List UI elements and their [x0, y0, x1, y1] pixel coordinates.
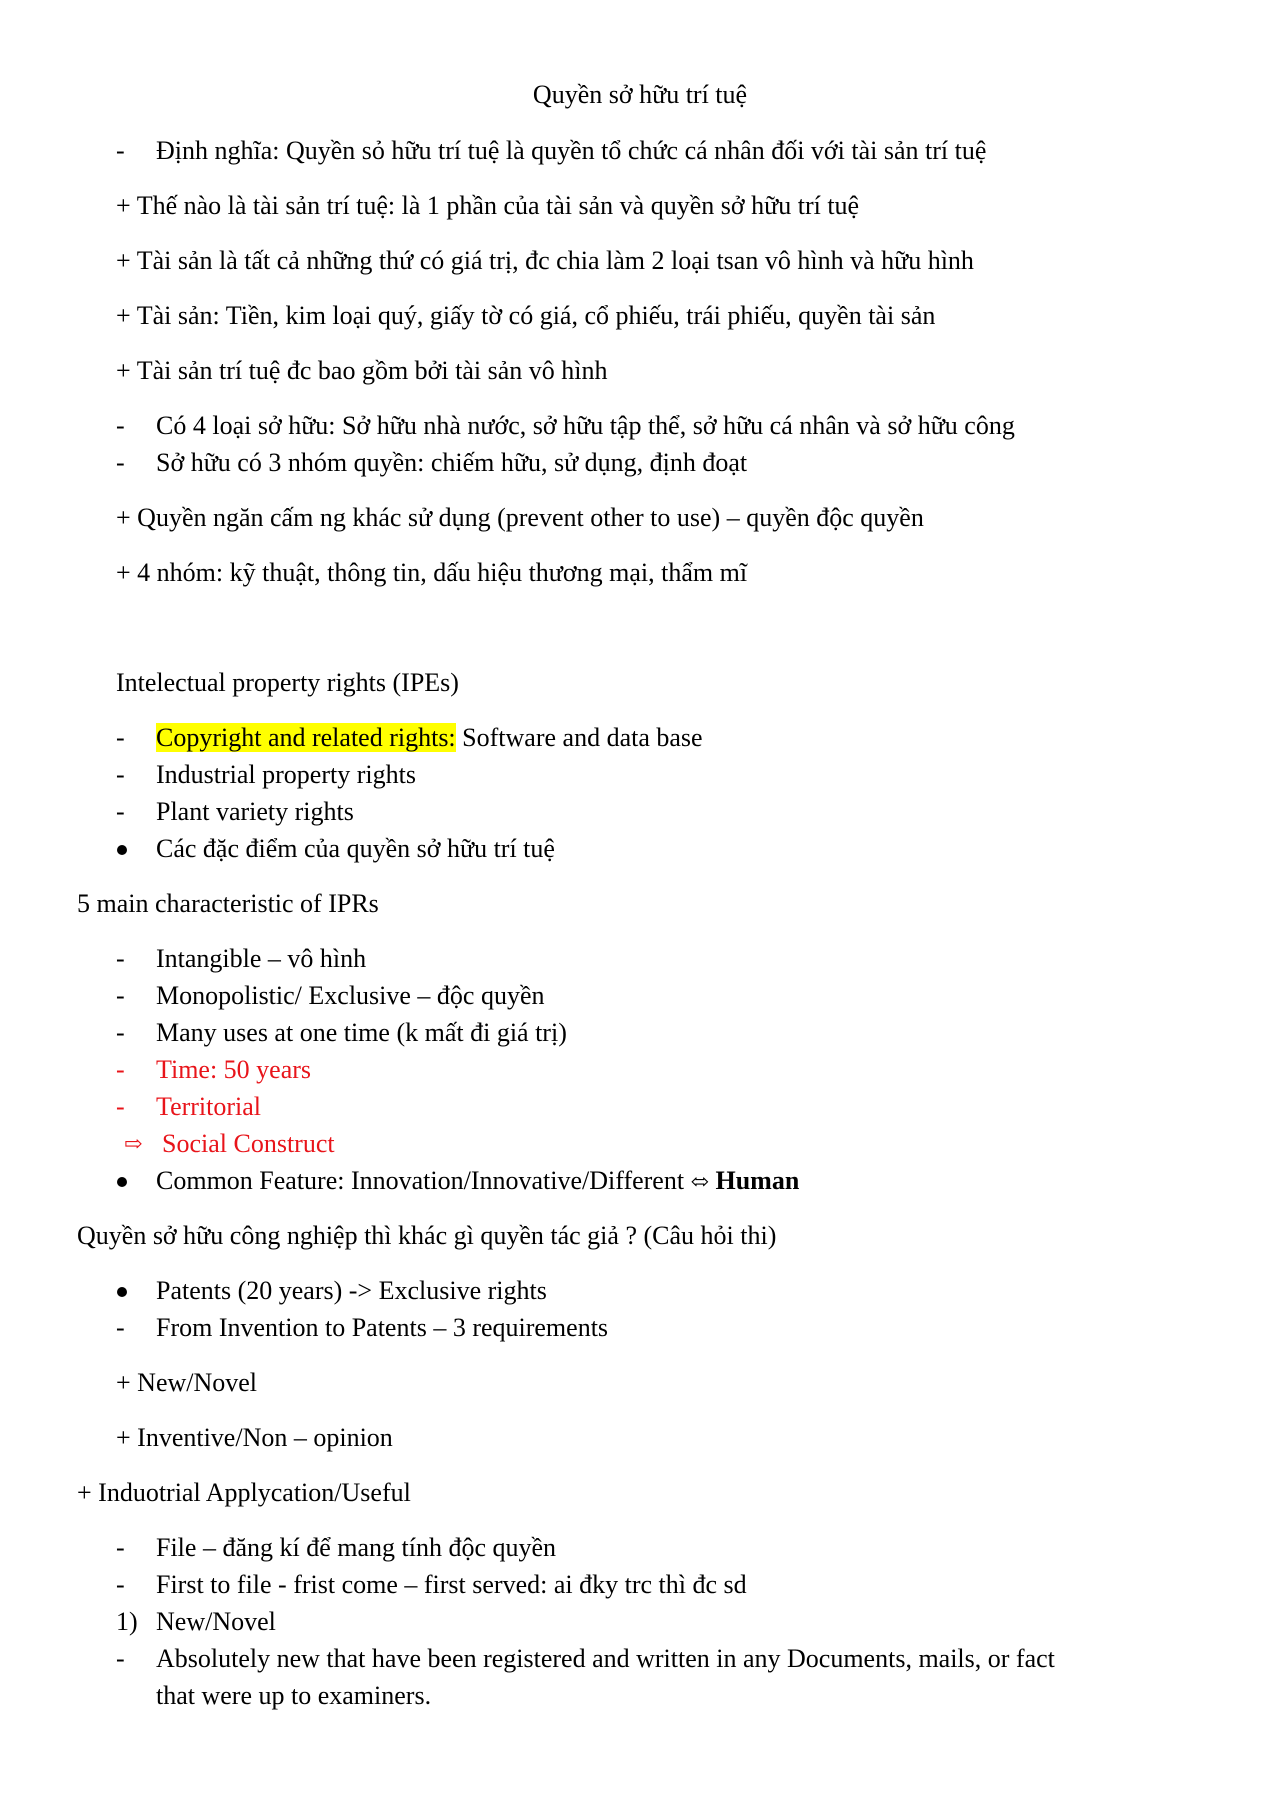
absolutely-new-line-1: Absolutely new that have been registered and written in any Documents, mails, or fact [156, 1644, 1055, 1673]
dash-marker: - [116, 1055, 125, 1084]
plus-line-4: + Tài sản trí tuệ đc bao gồm bởi tài sản vô hình [116, 356, 608, 385]
common-feature-line [156, 1166, 799, 1197]
from-invention-item: From Invention to Patents – 3 requirements [156, 1313, 609, 1342]
dash-marker: - [116, 411, 125, 440]
absolutely-new-line-2: that were up to examiners. [156, 1681, 432, 1710]
requirement-3: + Induotrial Applycation/Useful [77, 1478, 411, 1507]
many-uses-item: Many uses at one time (k mất đi giá trị) [156, 1018, 567, 1047]
copyright-rest: Software and data base [455, 723, 703, 752]
dash-marker: - [116, 136, 125, 165]
bullet-icon [117, 1287, 127, 1297]
file-item: File – đăng kí để mang tính độc quyền [156, 1533, 557, 1562]
dash-marker: - [116, 723, 125, 752]
characteristics-vi: Các đặc điểm của quyền sở hữu trí tuệ [156, 834, 555, 863]
dash-marker: - [116, 944, 125, 973]
requirement-2: + Inventive/Non – opinion [116, 1423, 393, 1452]
time-item: Time: 50 years [156, 1055, 312, 1084]
dash-marker: - [116, 1644, 125, 1673]
plus-line-1: + Thế nào là tài sản trí tuệ: là 1 phần của tài sản và quyền sở hữu trí tuệ [116, 191, 860, 220]
definition-text: Định nghĩa: Quyền sỏ hữu trí tuệ là quyền tổ chức cá nhân đối với tài sản trí tuệ [156, 136, 987, 165]
copyright-highlight: Copyright and related rights: [156, 723, 456, 752]
dash-marker: - [116, 760, 125, 789]
dash-marker: - [116, 1313, 125, 1342]
exam-question: Quyền sở hữu công nghiệp thì khác gì quyền tác giả ? (Câu hỏi thi) [77, 1221, 777, 1250]
plus-line-5: + Quyền ngăn cấm ng khác sử dụng (prevent other to use) – quyền độc quyền [116, 503, 924, 532]
patents-item: Patents (20 years) -> Exclusive rights [156, 1276, 547, 1305]
requirement-1: + New/Novel [116, 1368, 258, 1397]
ownership-rights: Sở hữu có 3 nhóm quyền: chiếm hữu, sử dụng, định đoạt [156, 448, 748, 477]
ipr-heading: Intelectual property rights (IPEs) [116, 668, 459, 697]
plus-line-2: + Tài sản là tất cả những thứ có giá trị, đc chia làm 2 loại tsan vô hình và hữu hình [116, 246, 974, 275]
territorial-item: Territorial [156, 1092, 262, 1121]
human-text: Human [715, 1166, 800, 1195]
dash-marker: - [116, 1533, 125, 1562]
new-novel-item: New/Novel [156, 1607, 276, 1636]
dash-marker: - [116, 1570, 125, 1599]
social-construct-item: Social Construct [162, 1129, 335, 1158]
dash-marker: - [116, 1018, 125, 1047]
dash-marker: - [116, 1092, 125, 1121]
industrial-rights: Industrial property rights [156, 760, 416, 789]
characteristics-heading: 5 main characteristic of IPRs [77, 889, 379, 918]
plus-line-6: + 4 nhóm: kỹ thuật, thông tin, dấu hiệu thương mại, thẩm mĩ [116, 558, 748, 587]
monopolistic-item: Monopolistic/ Exclusive – độc quyền [156, 981, 545, 1010]
ownership-types: Có 4 loại sở hữu: Sở hữu nhà nước, sở hữu tập thể, sở hữu cá nhân và sở hữu công [156, 411, 1015, 440]
dash-marker: - [116, 981, 125, 1010]
copyright-line [156, 723, 703, 753]
intangible-item: Intangible – vô hình [156, 944, 367, 973]
plant-rights: Plant variety rights [156, 797, 354, 826]
double-arrow-icon: ⬄ [690, 1169, 709, 1194]
first-to-file-item: First to file - frist come – first served: ai đky trc thì đc sd [156, 1570, 747, 1599]
plus-line-3: + Tài sản: Tiền, kim loại quý, giấy tờ có giá, cổ phiếu, trái phiếu, quyền tài sản [116, 301, 936, 330]
arrow-icon: ⇨ [124, 1131, 143, 1156]
dash-marker: - [116, 797, 125, 826]
bullet-icon [117, 1177, 127, 1187]
page-title: Quyền sở hữu trí tuệ [532, 80, 748, 109]
number-marker: 1) [116, 1607, 138, 1636]
bullet-icon [117, 845, 127, 855]
common-feature-text: Common Feature: Innovation/Innovative/Different [156, 1166, 691, 1195]
dash-marker: - [116, 448, 125, 477]
